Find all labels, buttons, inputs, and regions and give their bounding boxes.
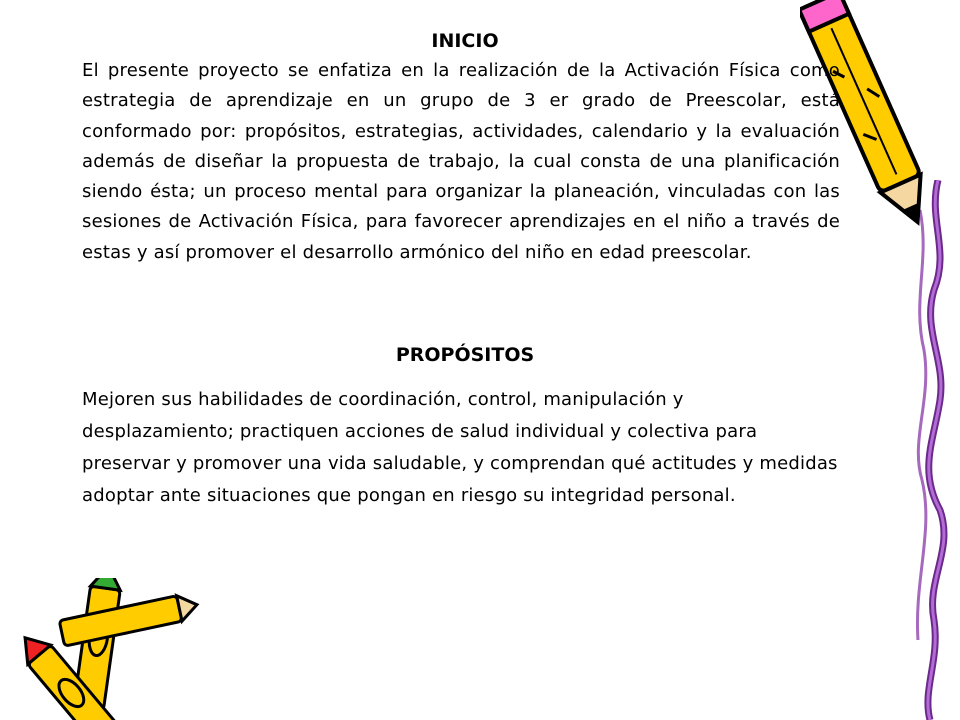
paragraph-propositos: Mejoren sus habilidades de coordinación, control, manipulación y desplazamiento; practiquen acciones de salud individual y colectiva para preservar y promover una vida saludable, y comprendan qué actitudes y medidas adoptar ante situaciones que pongan en riesgo su integridad personal. bbox=[82, 389, 838, 506]
section-title-inicio: INICIO bbox=[431, 30, 499, 52]
paragraph-inicio: El presente proyecto se enfatiza en la realización de la Activación Física como estrategia de aprendizaje en un grupo de 3 er grado de Preescolar, está conformado por: propósitos, estrategias, actividades, calendario y la evaluación además de diseñar la propuesta de trabajo, la cual consta de una planificación siendo ésta; un proceso mental para organizar la planeación, vinculadas con las sesiones de Activación Física, para favorecer aprendizajes en el niño a través de estas y así promover el desarrollo armónico del niño en edad preescolar. bbox=[82, 60, 840, 263]
purple-ribbon-border bbox=[900, 180, 960, 720]
section-title-propositos: PROPÓSITOS bbox=[395, 344, 535, 366]
crayons-clipart-icon bbox=[0, 578, 200, 720]
